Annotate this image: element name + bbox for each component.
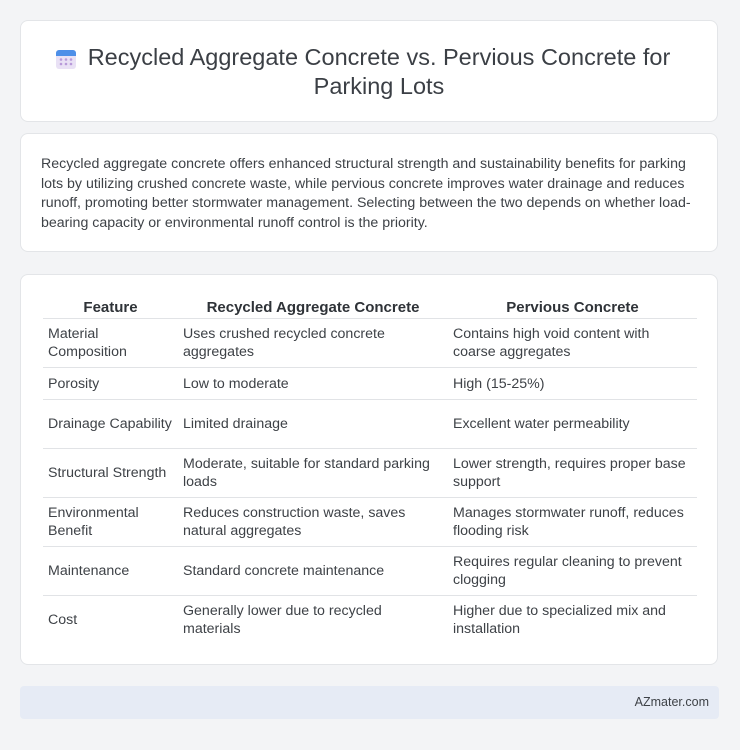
header-feature: Feature [83, 298, 138, 316]
table-row [43, 596, 697, 645]
source-credit: AZmater.com [634, 695, 709, 709]
page-title: Recycled Aggregate Concrete vs. Pervious Concrete for Parking Lots [87, 44, 671, 99]
table-cell: Manages stormwater runoff, reduces flooding risk [448, 498, 697, 547]
table-cell: Structural Strength [43, 449, 178, 498]
summary-text: Recycled aggregate concrete offers enhanced structural strength and sustainability benefits for parking lots by utilizing crushed concrete waste, while pervious concrete improves water drainage and reduces runoff, promoting better stormwater management. Selecting between the two depends on whether load-bearing capacity or environmental runoff control is the priority. [41, 156, 691, 231]
table-cell: Low to moderate [178, 368, 448, 400]
table-cell: Contains high void content with coarse aggregates [448, 319, 697, 368]
table-cell: Uses crushed recycled concrete aggregates [178, 319, 448, 368]
table-row [43, 400, 697, 449]
comparison-table-card [20, 274, 718, 665]
table-cell: Reduces construction waste, saves natural aggregates [178, 498, 448, 547]
table-cell: Generally lower due to recycled materials [178, 596, 448, 645]
table-cell: Moderate, suitable for standard parking loads [178, 449, 448, 498]
table-cell: Standard concrete maintenance [178, 547, 448, 596]
summary-card [20, 133, 718, 252]
table-row [43, 368, 697, 400]
table-row [43, 498, 697, 547]
footer-bar [20, 686, 719, 719]
table-cell: Excellent water permeability [448, 400, 697, 449]
title-card [20, 20, 718, 122]
table-cell: Maintenance [43, 547, 178, 596]
header-pervious: Pervious Concrete [506, 298, 639, 316]
table-cell: Lower strength, requires proper base support [448, 449, 697, 498]
header-recycled: Recycled Aggregate Concrete [206, 298, 420, 316]
table-cell: Cost [43, 596, 178, 645]
table-cell: High (15-25%) [448, 368, 697, 400]
table-cell: Material Composition [43, 319, 178, 368]
table-row [43, 449, 697, 498]
table-cell: Drainage Capability [43, 400, 178, 449]
table-cell: Environmental Benefit [43, 498, 178, 547]
table-row [43, 319, 697, 368]
table-cell: Requires regular cleaning to prevent clogging [448, 547, 697, 596]
comparison-table [43, 295, 697, 645]
table-header-row [43, 295, 697, 319]
table-cell: Higher due to specialized mix and installation [448, 596, 697, 645]
table-cell: Limited drainage [178, 400, 448, 449]
table-row [43, 547, 697, 596]
table-cell: Porosity [43, 368, 178, 400]
